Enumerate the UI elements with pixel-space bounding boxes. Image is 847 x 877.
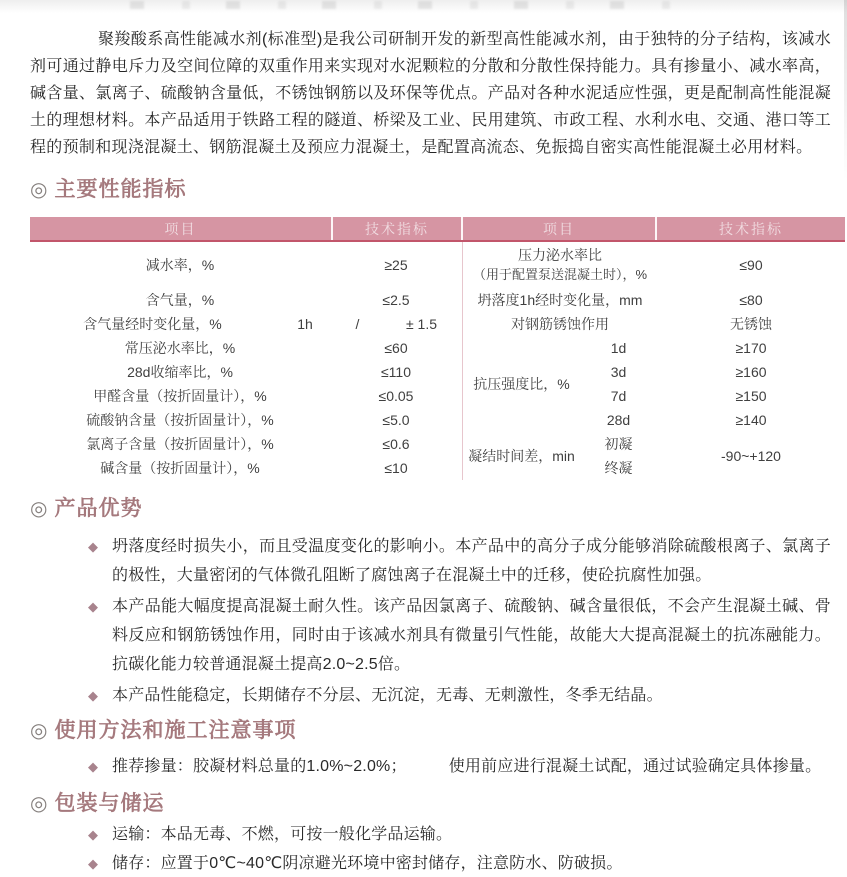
- value-cell: ≤0.6: [382, 436, 410, 452]
- double-circle-icon: ◎: [30, 179, 49, 201]
- diamond-bullet-icon: ◆: [88, 827, 98, 842]
- section-title-usage: 使用方法和施工注意事项: [54, 719, 297, 742]
- performance-table: [30, 217, 845, 480]
- advantages-list: [88, 532, 831, 710]
- usage-list: [88, 752, 831, 781]
- value-cell: -90~+120: [721, 448, 781, 464]
- item-cell: [463, 246, 657, 284]
- diamond-bullet-icon: ◆: [88, 759, 98, 774]
- list-item: [88, 532, 831, 590]
- value-subcolumn: [657, 336, 845, 432]
- item-cell: 常压泌水率比，%: [124, 340, 236, 356]
- list-item: [88, 752, 831, 781]
- age-cell: 7d: [610, 388, 627, 404]
- table-row: [30, 360, 462, 384]
- scan-artifact-smudges: [130, 1, 690, 9]
- diamond-bullet-icon: ◆: [88, 539, 98, 554]
- table-row: [463, 288, 845, 312]
- value-cell: ≥170: [735, 340, 767, 356]
- table-row: [30, 242, 462, 288]
- section-heading-packaging: [30, 789, 831, 819]
- table-row: [30, 432, 462, 456]
- time-cell: 1h: [297, 316, 313, 332]
- section-heading-performance: [30, 175, 831, 205]
- value-cell: ≤110: [380, 364, 411, 380]
- section-heading-advantages: [30, 494, 831, 524]
- double-circle-icon: ◎: [30, 720, 49, 742]
- transport-text: 运输：本品无毒、不燃，可按一般化学品运输。: [112, 826, 453, 843]
- value-cell: ≥25: [384, 257, 408, 273]
- table-right-half: [463, 242, 845, 480]
- table-left-half: [30, 242, 463, 480]
- item-cell: 氯离子含量（按折固量计），%: [86, 436, 274, 452]
- list-item: [88, 592, 831, 679]
- double-circle-icon: ◎: [30, 498, 49, 520]
- packaging-list: [88, 821, 831, 877]
- table-row: [30, 456, 462, 480]
- performance-table-header: [30, 217, 845, 242]
- section-title-advantages: 产品优势: [54, 497, 143, 520]
- header-cell-spec-right: 技术指标: [719, 220, 783, 237]
- usage-trial-note: 使用前应进行混凝土试配，通过试验确定具体掺量。: [448, 758, 822, 775]
- value-cell: ≤5.0: [382, 412, 410, 428]
- item-cell: 碱含量（按折固量计），%: [100, 460, 260, 476]
- item-cell: 28d收缩率比，%: [127, 364, 233, 380]
- double-circle-icon: ◎: [30, 793, 49, 815]
- list-item: [88, 850, 831, 877]
- header-cell-item-left: 项目: [30, 217, 333, 240]
- advantage-text: 本产品能大幅度提高混凝土耐久性。该产品因氯离子、硫酸钠、碱含量很低，不会产生混凝土碱、骨料反应和钢筋锈蚀作用，同时由于该减水剂具有微量引气性能，故能大大提高混凝土的抗冻融能力。抗碳化能力较普通混凝土提高2.0~2.5倍。: [112, 598, 831, 673]
- diamond-bullet-icon: ◆: [88, 688, 98, 703]
- item-cell: 减水率，%: [145, 257, 215, 273]
- table-row: [30, 384, 462, 408]
- item-cell: 对钢筋锈蚀作用: [511, 316, 609, 332]
- header-cell-spec-left: 技术指标: [333, 217, 463, 240]
- value-cell: ≤60: [384, 340, 408, 356]
- table-row: [463, 312, 845, 336]
- initial-set-cell: 初凝: [604, 436, 633, 452]
- table-row: [30, 288, 462, 312]
- group-label: 凝结时间差，min: [468, 448, 575, 464]
- item-line-1: 压力泌水率比: [518, 247, 602, 263]
- performance-table-body: [30, 242, 845, 480]
- item-cell: 含气量，%: [145, 292, 215, 308]
- table-row: [30, 336, 462, 360]
- value-cell: ≤90: [739, 257, 763, 273]
- usage-dosage: 推荐掺量：胶凝材料总量的1.0%~2.0%；: [112, 758, 407, 775]
- item-cell: 坍落度1h经时变化量，mm: [477, 292, 643, 308]
- table-row-air-content-change: [30, 312, 462, 336]
- group-label: 抗压强度比，%: [473, 376, 570, 392]
- value-cell: ≥140: [735, 412, 767, 428]
- value-cell: ≤2.5: [382, 292, 410, 308]
- header-cell-item-right: 项目: [463, 217, 657, 240]
- list-item: [88, 681, 831, 710]
- age-cell: 3d: [610, 364, 627, 380]
- diamond-bullet-icon: ◆: [88, 599, 98, 614]
- slash-cell: /: [355, 316, 360, 332]
- section-title-packaging: 包装与储运: [54, 792, 165, 815]
- value-cell: ≥160: [735, 364, 767, 380]
- age-cell: 1d: [610, 340, 627, 356]
- section-title-performance: 主要性能指标: [54, 178, 187, 201]
- item-cell: 含气量经时变化量，%: [83, 316, 222, 332]
- value-cell: ≥150: [735, 388, 767, 404]
- value-cell: ≤0.05: [378, 388, 414, 404]
- usage-text: [112, 752, 831, 781]
- intro-paragraph: 聚羧酸系高性能减水剂(标准型)是我公司研制开发的新型高性能减水剂，由于独特的分子结构，该减水剂可通过静电斥力及空间位障的双重作用来实现对水泥颗粒的分散和分散性保持能力。具有掺量小、减水率高，碱含量、氯离子、硫酸钠含量低，不锈蚀钢筋以及环保等优点。产品对各种水泥适应性强，更是配制高性能混凝土的理想材料。本产品适用于铁路工程的隧道、桥梁及工业、民用建筑、市政工程、水利水电、交通、港口等工程的预制和现浇混凝土、钢筋混凝土及预应力混凝土，是配置高流态、免振捣自密实高性能混凝土必用材料。: [30, 31, 831, 156]
- age-cell: 28d: [606, 412, 631, 428]
- table-row: [30, 408, 462, 432]
- section-heading-usage: [30, 716, 831, 746]
- value-cell: ± 1.5: [405, 316, 438, 332]
- value-cell: ≤80: [739, 292, 763, 308]
- advantage-text: 坍落度经时损失小，而且受温度变化的影响小。本产品中的高分子成分能够消除硫酸根离子、氯离子的极性，大量密闭的气体微孔阻断了腐蚀离子在混凝土中的迁移，使砼抗腐性加强。: [112, 538, 831, 584]
- value-cell: ≤10: [384, 460, 408, 476]
- table-group-setting-time: [463, 432, 845, 480]
- advantage-text: 本产品性能稳定，长期储存不分层、无沉淀，无毒、无刺激性，冬季无结晶。: [112, 687, 663, 704]
- table-row-pressure-bleeding: [463, 242, 845, 288]
- age-subcolumn: [580, 336, 657, 432]
- table-group-compressive-strength: [463, 336, 845, 432]
- item-cell: 甲醛含量（按折固量计），%: [93, 388, 267, 404]
- final-set-cell: 终凝: [604, 460, 633, 476]
- storage-text: 储存：应置于0℃~40℃阴凉避光环境中密封储存，注意防水、防破损。: [112, 855, 623, 872]
- value-cell: 无锈蚀: [730, 316, 772, 332]
- setting-subcolumn: [580, 432, 657, 480]
- diamond-bullet-icon: ◆: [88, 856, 98, 871]
- item-cell: 硫酸钠含量（按折固量计），%: [86, 412, 274, 428]
- list-item: [88, 821, 831, 848]
- item-line-2: （用于配置泵送混凝土时），%: [472, 267, 648, 282]
